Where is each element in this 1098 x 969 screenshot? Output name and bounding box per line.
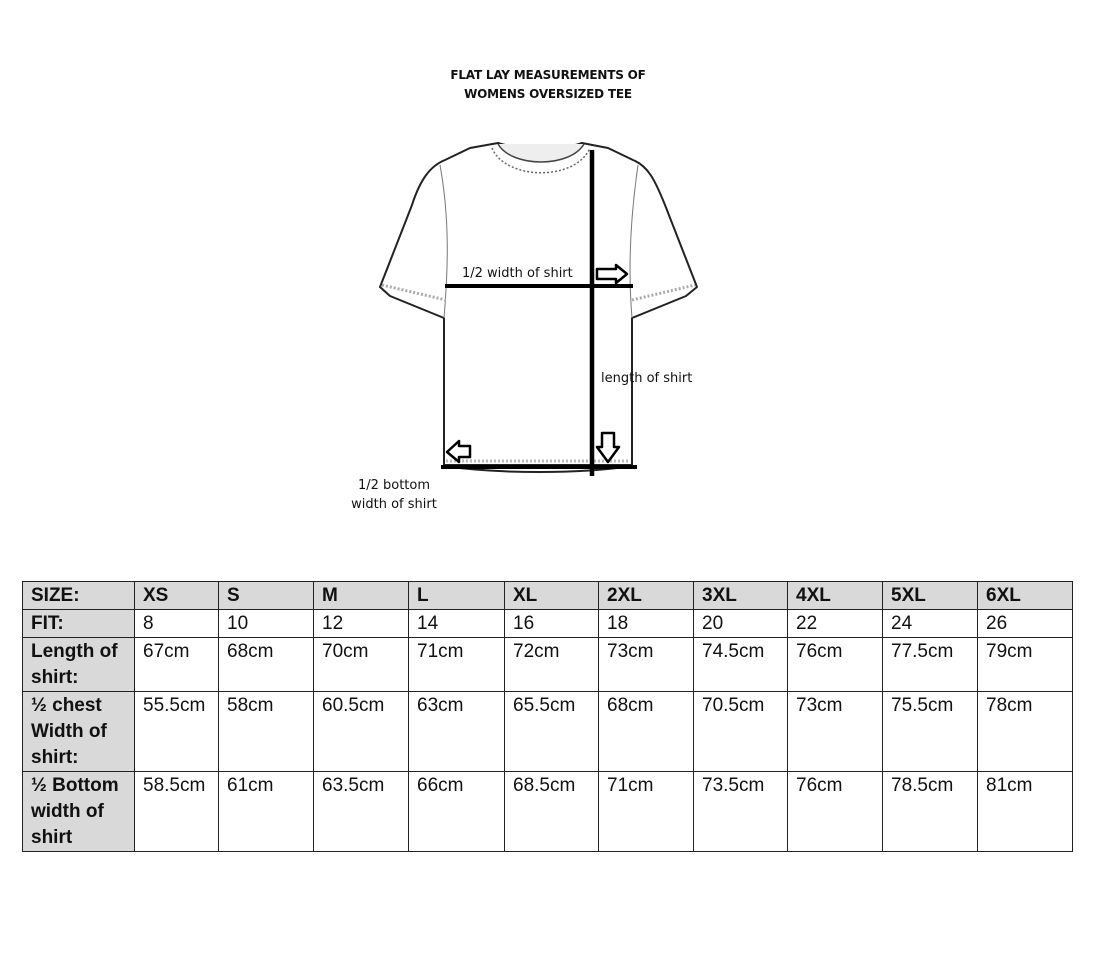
- table-row: [23, 638, 1073, 692]
- table-cell: 60.5cm: [314, 692, 409, 772]
- table-cell: 76cm: [788, 638, 883, 692]
- row-label-line: shirt: [31, 827, 73, 848]
- size-header-cell: M: [314, 582, 409, 610]
- size-table: [22, 581, 1073, 852]
- table-cell: 58.5cm: [135, 772, 219, 852]
- table-cell: 63.5cm: [314, 772, 409, 852]
- table-cell: 68.5cm: [505, 772, 599, 852]
- table-cell: 67cm: [135, 638, 219, 692]
- size-header-cell: 4XL: [788, 582, 883, 610]
- tshirt-outline: [380, 143, 697, 465]
- row-label-line: width of: [31, 801, 104, 822]
- size-header-row: [23, 582, 1073, 610]
- table-cell: 77.5cm: [883, 638, 978, 692]
- table-cell: 24: [883, 610, 978, 638]
- row-label: [23, 610, 135, 638]
- row-label-line: ½ Bottom: [31, 775, 119, 796]
- table-cell: 74.5cm: [694, 638, 788, 692]
- row-label: [23, 772, 135, 852]
- table-cell: 68cm: [219, 638, 314, 692]
- bottom-width-label-line-1: 1/2 bottom: [357, 478, 431, 493]
- table-row: [23, 772, 1073, 852]
- half-width-label: 1/2 width of shirt: [462, 266, 573, 281]
- table-cell: 70cm: [314, 638, 409, 692]
- row-label-line: Length of: [31, 641, 118, 662]
- size-header-cell: S: [219, 582, 314, 610]
- size-header-cell: 3XL: [694, 582, 788, 610]
- table-cell: 73cm: [599, 638, 694, 692]
- size-header-cell: 5XL: [883, 582, 978, 610]
- table-cell: 73.5cm: [694, 772, 788, 852]
- row-label: [23, 638, 135, 692]
- table-cell: 75.5cm: [883, 692, 978, 772]
- table-cell: 73cm: [788, 692, 883, 772]
- table-cell: 58cm: [219, 692, 314, 772]
- table-cell: 12: [314, 610, 409, 638]
- table-cell: 22: [788, 610, 883, 638]
- row-label-line: ½ chest: [31, 695, 102, 716]
- bottom-width-label-line-2: width of shirt: [351, 497, 437, 512]
- table-cell: 63cm: [409, 692, 505, 772]
- row-label-line: shirt:: [31, 667, 79, 688]
- table-cell: 78.5cm: [883, 772, 978, 852]
- length-label: length of shirt: [601, 371, 693, 386]
- row-label-line: FIT:: [31, 613, 64, 634]
- table-cell: 14: [409, 610, 505, 638]
- row-label: [23, 692, 135, 772]
- table-cell: 71cm: [599, 772, 694, 852]
- size-header-cell: L: [409, 582, 505, 610]
- table-cell: 61cm: [219, 772, 314, 852]
- table-cell: 76cm: [788, 772, 883, 852]
- table-cell: 65.5cm: [505, 692, 599, 772]
- table-cell: 66cm: [409, 772, 505, 852]
- row-label-line: shirt:: [31, 747, 79, 768]
- table-cell: 71cm: [409, 638, 505, 692]
- table-cell: 78cm: [978, 692, 1073, 772]
- table-cell: 10: [219, 610, 314, 638]
- title-line-2: WOMENS OVERSIZED TEE: [464, 87, 632, 101]
- table-cell: 16: [505, 610, 599, 638]
- table-cell: 79cm: [978, 638, 1073, 692]
- table-cell: 8: [135, 610, 219, 638]
- table-row: [23, 692, 1073, 772]
- bottom-width-label: [344, 476, 444, 514]
- table-cell: 20: [694, 610, 788, 638]
- table-cell: 70.5cm: [694, 692, 788, 772]
- size-header-cell: 2XL: [599, 582, 694, 610]
- size-header-label: SIZE:: [23, 582, 135, 610]
- row-label-line: Width of: [31, 721, 107, 742]
- title-line-1: FLAT LAY MEASUREMENTS OF: [450, 68, 646, 82]
- table-cell: 68cm: [599, 692, 694, 772]
- table-cell: 72cm: [505, 638, 599, 692]
- table-cell: 26: [978, 610, 1073, 638]
- size-header-cell: XS: [135, 582, 219, 610]
- size-header-cell: 6XL: [978, 582, 1073, 610]
- table-row: [23, 610, 1073, 638]
- size-header-cell: XL: [505, 582, 599, 610]
- table-cell: 81cm: [978, 772, 1073, 852]
- table-cell: 55.5cm: [135, 692, 219, 772]
- table-cell: 18: [599, 610, 694, 638]
